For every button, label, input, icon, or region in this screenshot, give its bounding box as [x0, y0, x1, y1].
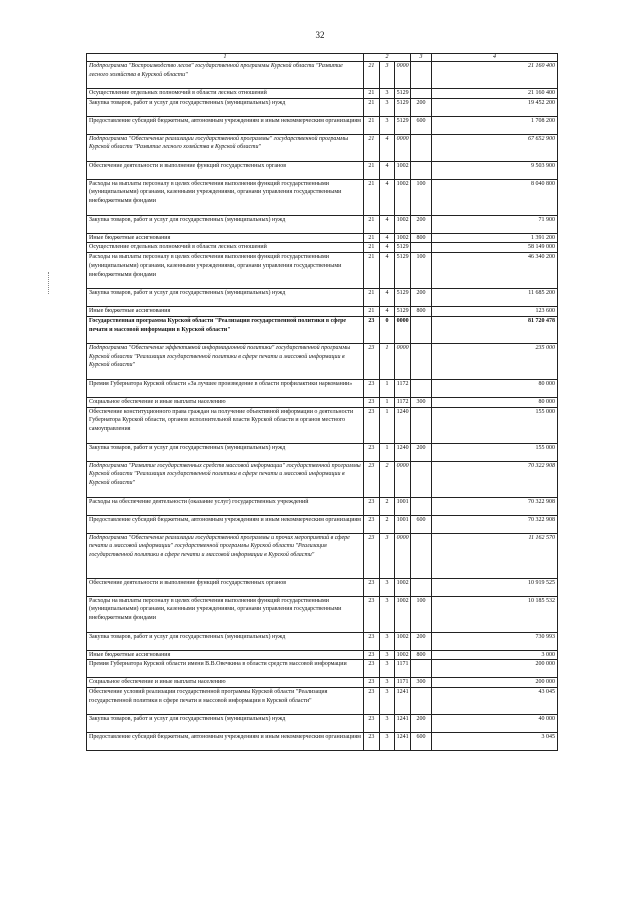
row-amount: 8 040 800	[432, 179, 558, 215]
row-subprogram-code: 3	[379, 98, 395, 116]
row-expense-type: 100	[411, 253, 432, 289]
row-subprogram-code: 3	[379, 678, 395, 688]
row-expense-type: 600	[411, 515, 432, 533]
table-row	[87, 116, 558, 134]
row-program-code: 21	[364, 215, 380, 233]
row-subprogram-code: 4	[379, 179, 395, 215]
row-amount: 730 993	[432, 632, 558, 650]
row-subprogram-code: 3	[379, 578, 395, 596]
table-row	[87, 533, 558, 578]
row-expense-type	[411, 461, 432, 497]
row-amount: 9 503 900	[432, 161, 558, 179]
row-direction-code: 0000	[395, 316, 411, 343]
row-description: Подпрограмма "Обеспечение реализации государственной программы и прочих мероприятий в сфере печати и массовой информации" государственной программы Курской области "Реализация государственной политики в сфере печати и массовой информации в Курской области"	[87, 533, 364, 578]
row-expense-type	[411, 660, 432, 678]
table-row	[87, 379, 558, 397]
row-description: Премия Губернатора Курской области имени В.В.Овечкина в области средств массовой информации	[87, 660, 364, 678]
row-program-code: 21	[364, 98, 380, 116]
header-col-1: 1	[87, 54, 364, 62]
row-amount: 235 000	[432, 343, 558, 379]
row-description: Закупка товаров, работ и услуг для государственных (муниципальных) нужд	[87, 289, 364, 307]
row-amount: 10 919 525	[432, 578, 558, 596]
row-program-code: 23	[364, 407, 380, 443]
row-direction-code: 1002	[395, 632, 411, 650]
row-expense-type: 200	[411, 289, 432, 307]
row-direction-code: 0000	[395, 461, 411, 497]
row-program-code: 23	[364, 660, 380, 678]
row-subprogram-code: 3	[379, 62, 395, 89]
row-expense-type	[411, 497, 432, 515]
row-direction-code: 1171	[395, 660, 411, 678]
row-program-code: 21	[364, 161, 380, 179]
table-row	[87, 687, 558, 714]
page-number: 32	[315, 30, 325, 40]
row-subprogram-code: 3	[379, 533, 395, 578]
table-row	[87, 660, 558, 678]
row-program-code: 21	[364, 289, 380, 307]
row-amount: 11 162 570	[432, 533, 558, 578]
row-amount: 21 160 400	[432, 62, 558, 89]
row-subprogram-code: 4	[379, 215, 395, 233]
row-amount: 80 000	[432, 379, 558, 397]
budget-table-body	[87, 54, 558, 751]
row-subprogram-code: 2	[379, 515, 395, 533]
row-subprogram-code: 3	[379, 89, 395, 99]
row-amount: 81 720 478	[432, 316, 558, 343]
row-subprogram-code: 1	[379, 397, 395, 407]
row-subprogram-code: 3	[379, 732, 395, 750]
row-description: Иные бюджетные ассигнования	[87, 650, 364, 660]
row-expense-type	[411, 379, 432, 397]
row-description: Обеспечение деятельности и выполнение функций государственных органов	[87, 578, 364, 596]
row-expense-type	[411, 343, 432, 379]
row-description: Обеспечение конституционного права граждан на получение объективной информации о деятельности Губернатора Курской области, органов исполнительной власти Курской области и органов местного самоуправления	[87, 407, 364, 443]
row-amount: 80 000	[432, 397, 558, 407]
row-expense-type	[411, 687, 432, 714]
row-direction-code: 0000	[395, 134, 411, 161]
row-direction-code: 1172	[395, 397, 411, 407]
row-direction-code: 1240	[395, 443, 411, 461]
row-description: Предоставление субсидий бюджетным, автономным учреждениям и иным некоммерческим организациям	[87, 116, 364, 134]
row-amount: 70 322 908	[432, 461, 558, 497]
row-amount: 123 600	[432, 307, 558, 317]
row-program-code: 23	[364, 316, 380, 343]
row-description: Закупка товаров, работ и услуг для государственных (муниципальных) нужд	[87, 215, 364, 233]
row-expense-type	[411, 316, 432, 343]
row-description: Социальное обеспечение и иные выплаты населению	[87, 397, 364, 407]
row-subprogram-code: 4	[379, 243, 395, 253]
row-description: Расходы на выплаты персоналу в целях обеспечения выполнения функций государственными (муниципальными) органами, казенными учреждениями, органами управления государственными внебюджетными фондами	[87, 253, 364, 289]
row-description: Обеспечение условий реализации государственной программы Курской области "Реализация государственной политики в сфере печати и массовой информации в Курской области"	[87, 687, 364, 714]
row-amount: 3 000	[432, 650, 558, 660]
row-direction-code: 5129	[395, 243, 411, 253]
row-direction-code: 5129	[395, 98, 411, 116]
row-amount: 19 452 200	[432, 98, 558, 116]
row-amount: 10 185 532	[432, 596, 558, 632]
row-expense-type: 800	[411, 233, 432, 243]
row-direction-code: 5129	[395, 289, 411, 307]
row-subprogram-code: 1	[379, 379, 395, 397]
row-expense-type: 600	[411, 732, 432, 750]
table-row	[87, 289, 558, 307]
row-program-code: 23	[364, 461, 380, 497]
row-amount: 70 322 908	[432, 497, 558, 515]
row-description: Закупка товаров, работ и услуг для государственных (муниципальных) нужд	[87, 714, 364, 732]
table-row	[87, 307, 558, 317]
row-program-code: 21	[364, 89, 380, 99]
table-row	[87, 461, 558, 497]
row-expense-type: 200	[411, 215, 432, 233]
table-row	[87, 397, 558, 407]
row-description: Социальное обеспечение и иные выплаты населению	[87, 678, 364, 688]
row-description: Иные бюджетные ассигнования	[87, 307, 364, 317]
row-expense-type	[411, 62, 432, 89]
row-program-code: 23	[364, 443, 380, 461]
row-program-code: 21	[364, 253, 380, 289]
row-description: Расходы на выплаты персоналу в целях обеспечения выполнения функций государственными (муниципальными) органами, казенными учреждениями, органами управления государственными внебюджетными фондами	[87, 179, 364, 215]
row-direction-code: 1241	[395, 714, 411, 732]
row-program-code: 23	[364, 397, 380, 407]
table-row	[87, 161, 558, 179]
row-program-code: 21	[364, 233, 380, 243]
row-direction-code: 5129	[395, 89, 411, 99]
row-direction-code: 1002	[395, 596, 411, 632]
table-row	[87, 578, 558, 596]
table-row	[87, 98, 558, 116]
row-amount: 155 000	[432, 407, 558, 443]
row-direction-code: 1002	[395, 578, 411, 596]
row-program-code: 23	[364, 632, 380, 650]
margin-mark	[48, 272, 50, 294]
row-subprogram-code: 4	[379, 307, 395, 317]
row-expense-type	[411, 243, 432, 253]
row-description: Закупка товаров, работ и услуг для государственных (муниципальных) нужд	[87, 98, 364, 116]
row-amount: 1 391 200	[432, 233, 558, 243]
row-program-code: 23	[364, 497, 380, 515]
row-program-code: 21	[364, 116, 380, 134]
row-amount: 58 149 000	[432, 243, 558, 253]
table-row	[87, 62, 558, 89]
row-program-code: 23	[364, 515, 380, 533]
row-description: Предоставление субсидий бюджетным, автономным учреждениям и иным некоммерческим организациям	[87, 732, 364, 750]
row-program-code: 23	[364, 379, 380, 397]
row-amount: 71 900	[432, 215, 558, 233]
row-description: Премия Губернатора Курской области «За лучшее произведение в области профилактики наркомании»	[87, 379, 364, 397]
row-direction-code: 1171	[395, 678, 411, 688]
row-description: Иные бюджетные ассигнования	[87, 233, 364, 243]
table-row	[87, 179, 558, 215]
row-expense-type: 800	[411, 307, 432, 317]
row-subprogram-code: 3	[379, 596, 395, 632]
row-subprogram-code: 2	[379, 461, 395, 497]
row-description: Подпрограмма "Обеспечение реализации государственной программы" государственной программы Курской области "Развитие лесного хозяйства в Курской области"	[87, 134, 364, 161]
row-description: Государственная программа Курской области "Реализация государственной политики в сфере печати и массовой информации в Курской области"	[87, 316, 364, 343]
row-amount: 200 000	[432, 678, 558, 688]
row-description: Подпрограмма "Развитие государственных средств массовой информации" государственной программы Курской области "Реализация государственной политики в сфере печати и массовой информации в Курской области"	[87, 461, 364, 497]
row-program-code: 23	[364, 678, 380, 688]
row-description: Обеспечение деятельности и выполнение функций государственных органов	[87, 161, 364, 179]
row-direction-code: 5129	[395, 307, 411, 317]
row-program-code: 23	[364, 687, 380, 714]
row-program-code: 23	[364, 732, 380, 750]
row-subprogram-code: 0	[379, 316, 395, 343]
row-amount: 46 340 200	[432, 253, 558, 289]
row-description: Предоставление субсидий бюджетным, автономным учреждениям и иным некоммерческим организациям	[87, 515, 364, 533]
table-row	[87, 678, 558, 688]
header-col-4: 4	[432, 54, 558, 62]
row-direction-code: 0000	[395, 533, 411, 578]
row-amount: 155 000	[432, 443, 558, 461]
row-direction-code: 0000	[395, 62, 411, 89]
table-row	[87, 343, 558, 379]
row-subprogram-code: 1	[379, 407, 395, 443]
row-subprogram-code: 3	[379, 116, 395, 134]
row-program-code: 23	[364, 578, 380, 596]
row-description: Закупка товаров, работ и услуг для государственных (муниципальных) нужд	[87, 443, 364, 461]
row-direction-code: 1241	[395, 732, 411, 750]
row-subprogram-code: 3	[379, 687, 395, 714]
row-amount: 21 160 400	[432, 89, 558, 99]
table-header-row	[87, 54, 558, 62]
row-expense-type	[411, 533, 432, 578]
table-row	[87, 243, 558, 253]
row-amount: 1 708 200	[432, 116, 558, 134]
row-direction-code: 1240	[395, 407, 411, 443]
row-subprogram-code: 4	[379, 233, 395, 243]
budget-table	[86, 53, 558, 751]
row-subprogram-code: 4	[379, 253, 395, 289]
row-amount: 70 322 908	[432, 515, 558, 533]
table-row	[87, 632, 558, 650]
row-subprogram-code: 1	[379, 343, 395, 379]
header-col-2: 2	[364, 54, 411, 62]
table-row	[87, 215, 558, 233]
row-amount: 3 045	[432, 732, 558, 750]
row-expense-type: 100	[411, 179, 432, 215]
row-expense-type	[411, 161, 432, 179]
table-row	[87, 407, 558, 443]
row-direction-code: 1002	[395, 179, 411, 215]
row-amount: 11 685 200	[432, 289, 558, 307]
row-direction-code: 1002	[395, 650, 411, 660]
row-direction-code: 1002	[395, 233, 411, 243]
row-subprogram-code: 3	[379, 632, 395, 650]
row-program-code: 23	[364, 533, 380, 578]
row-direction-code: 1001	[395, 515, 411, 533]
row-description: Подпрограмма "Воспроизводство лесов" государственной программы Курской области "Развитие лесного хозяйства в Курской области"	[87, 62, 364, 89]
table-row	[87, 134, 558, 161]
row-program-code: 23	[364, 650, 380, 660]
row-expense-type: 800	[411, 650, 432, 660]
row-subprogram-code: 1	[379, 443, 395, 461]
table-row	[87, 515, 558, 533]
row-expense-type	[411, 407, 432, 443]
row-direction-code: 1002	[395, 161, 411, 179]
row-expense-type: 300	[411, 397, 432, 407]
row-expense-type	[411, 89, 432, 99]
table-row	[87, 89, 558, 99]
table-row	[87, 443, 558, 461]
row-program-code: 21	[364, 134, 380, 161]
row-program-code: 23	[364, 596, 380, 632]
row-description: Подпрограмма "Обеспечение эффективной информационной политики" государственной программы Курской области "Реализация государственной политики в сфере печати и массовой информации в Курской области"	[87, 343, 364, 379]
row-amount: 67 652 900	[432, 134, 558, 161]
row-subprogram-code: 4	[379, 134, 395, 161]
row-program-code: 21	[364, 243, 380, 253]
row-subprogram-code: 4	[379, 161, 395, 179]
row-description: Осуществление отдельных полномочий в области лесных отношений	[87, 243, 364, 253]
table-row	[87, 650, 558, 660]
row-expense-type	[411, 578, 432, 596]
row-subprogram-code: 3	[379, 650, 395, 660]
row-program-code: 21	[364, 179, 380, 215]
row-direction-code: 0000	[395, 343, 411, 379]
row-description: Закупка товаров, работ и услуг для государственных (муниципальных) нужд	[87, 632, 364, 650]
table-row	[87, 233, 558, 243]
row-expense-type: 200	[411, 98, 432, 116]
table-row	[87, 316, 558, 343]
row-direction-code: 5129	[395, 253, 411, 289]
row-amount: 43 045	[432, 687, 558, 714]
row-program-code: 23	[364, 343, 380, 379]
table-row	[87, 714, 558, 732]
row-program-code: 21	[364, 62, 380, 89]
row-direction-code: 1241	[395, 687, 411, 714]
row-program-code: 21	[364, 307, 380, 317]
table-row	[87, 497, 558, 515]
table-row	[87, 596, 558, 632]
row-description: Осуществление отдельных полномочий в области лесных отношений	[87, 89, 364, 99]
table-row	[87, 253, 558, 289]
row-direction-code: 1002	[395, 215, 411, 233]
row-expense-type: 100	[411, 596, 432, 632]
row-subprogram-code: 3	[379, 714, 395, 732]
row-program-code: 23	[364, 714, 380, 732]
row-description: Расходы на обеспечение деятельности (оказание услуг) государственных учреждений	[87, 497, 364, 515]
row-amount: 40 000	[432, 714, 558, 732]
row-expense-type: 200	[411, 714, 432, 732]
row-subprogram-code: 3	[379, 660, 395, 678]
row-expense-type: 300	[411, 678, 432, 688]
row-direction-code: 1172	[395, 379, 411, 397]
row-expense-type	[411, 134, 432, 161]
row-expense-type: 200	[411, 443, 432, 461]
header-col-3: 3	[411, 54, 432, 62]
row-subprogram-code: 2	[379, 497, 395, 515]
row-direction-code: 5129	[395, 116, 411, 134]
row-direction-code: 1001	[395, 497, 411, 515]
row-subprogram-code: 4	[379, 289, 395, 307]
row-amount: 200 000	[432, 660, 558, 678]
row-description: Расходы на выплаты персоналу в целях обеспечения выполнения функций государственными (муниципальными) органами, казенными учреждениями, органами управления государственными внебюджетными фондами	[87, 596, 364, 632]
table-row	[87, 732, 558, 750]
row-expense-type: 600	[411, 116, 432, 134]
row-expense-type: 200	[411, 632, 432, 650]
